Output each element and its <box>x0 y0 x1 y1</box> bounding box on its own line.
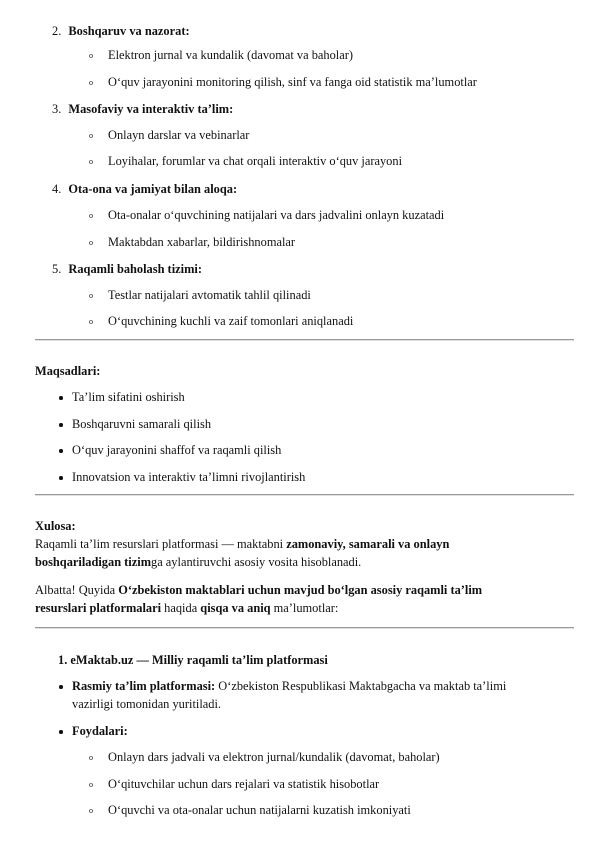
circle-bullet-icon: o <box>89 753 93 762</box>
list-item: 4. Ota-ona va jamiyat bilan aloqa: <box>52 182 238 196</box>
bullet-icon <box>59 449 63 453</box>
list-item: O‘quv jarayonini shaffof va raqamli qilish <box>72 443 282 457</box>
section-title: Maqsadlari: <box>35 364 101 378</box>
bullet-icon <box>59 423 63 427</box>
horizontal-rule <box>35 627 574 629</box>
sub-item: O‘quv jarayonini monitoring qilish, sinf va fanga oid statistik ma’lumotlar <box>108 75 477 89</box>
list-item: Rasmiy ta’lim platformasi: O‘zbekiston Respublikasi Maktabgacha va maktab ta’limi <box>72 679 507 693</box>
horizontal-rule <box>35 339 574 341</box>
list-item: 3. Masofaviy va interaktiv ta’lim: <box>52 102 234 116</box>
bullet-icon <box>59 396 63 400</box>
sub-item: Maktabdan xabarlar, bildirishnomalar <box>108 235 296 249</box>
circle-bullet-icon: o <box>89 131 93 140</box>
list-item: 2. Boshqaruv va nazorat: <box>52 24 190 38</box>
paragraph-line: Raqamli ta’lim resurslari platformasi — maktabni zamonaviy, samarali va onlayn <box>35 537 450 551</box>
bullet-icon <box>59 730 63 734</box>
sub-item: Elektron jurnal va kundalik (davomat va baholar) <box>108 48 353 62</box>
sub-item: Onlayn darslar va vebinarlar <box>108 128 250 142</box>
section-title: Xulosa: <box>35 519 76 533</box>
circle-bullet-icon: o <box>89 317 93 326</box>
list-item: Innovatsion va interaktiv ta’limni rivojlantirish <box>72 470 306 484</box>
circle-bullet-icon: o <box>89 211 93 220</box>
list-item: Ta’lim sifatini oshirish <box>72 390 185 404</box>
sub-item: Ota-onalar o‘quvchining natijalari va dars jadvalini onlayn kuzatadi <box>108 208 445 222</box>
bullet-icon <box>59 476 63 480</box>
circle-bullet-icon: o <box>89 51 93 60</box>
circle-bullet-icon: o <box>89 806 93 815</box>
sub-item: Onlayn dars jadvali va elektron jurnal/kundalik (davomat, baholar) <box>108 750 440 764</box>
list-item: Foydalari: <box>72 724 128 738</box>
paragraph-line: Albatta! Quyida O‘zbekiston maktablari uchun mavjud bo‘lgan asosiy raqamli ta’lim <box>35 583 483 597</box>
list-item: Boshqaruvni samarali qilish <box>72 417 212 431</box>
bullet-icon <box>59 685 63 689</box>
circle-bullet-icon: o <box>89 780 93 789</box>
paragraph-line: resurslari platformalari haqida qisqa va aniq ma’lumotlar: <box>35 601 339 615</box>
sub-item: Loyihalar, forumlar va chat orqali interaktiv o‘quv jarayoni <box>108 154 403 168</box>
circle-bullet-icon: o <box>89 78 93 87</box>
sub-item: O‘quvchi va ota-onalar uchun natijalarni kuzatish imkoniyati <box>108 803 411 817</box>
sub-item: Testlar natijalari avtomatik tahlil qilinadi <box>108 288 311 302</box>
list-item: 5. Raqamli baholash tizimi: <box>52 262 202 276</box>
circle-bullet-icon: o <box>89 291 93 300</box>
horizontal-rule <box>35 494 574 496</box>
sub-item: O‘qituvchilar uchun dars rejalari va statistik hisobotlar <box>108 777 380 791</box>
circle-bullet-icon: o <box>89 157 93 166</box>
list-item-continuation: vazirligi tomonidan yuritiladi. <box>72 697 222 711</box>
circle-bullet-icon: o <box>89 238 93 247</box>
sub-item: O‘quvchining kuchli va zaif tomonlari aniqlanadi <box>108 314 354 328</box>
section-heading: 1. eMaktab.uz — Milliy raqamli ta’lim platformasi <box>58 653 328 667</box>
paragraph-line: boshqariladigan tizimga aylantiruvchi asosiy vosita hisoblanadi. <box>35 555 362 569</box>
